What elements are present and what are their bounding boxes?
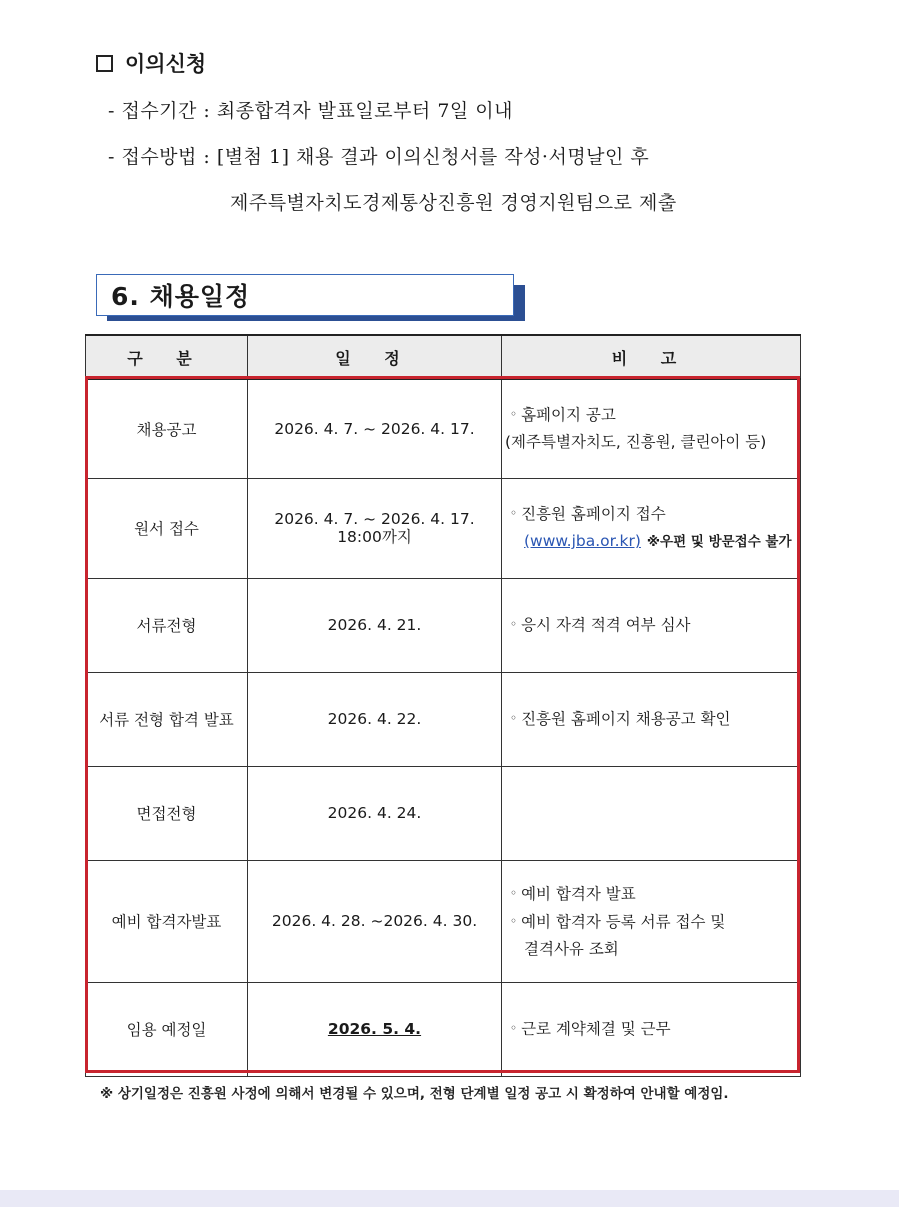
row-schedule: 2026. 4. 22. — [248, 672, 502, 766]
bullet-icon: ◦ — [510, 506, 518, 520]
header-notes: 비 고 — [502, 335, 801, 379]
objection-period-line: - 접수기간 : 최종합격자 발표일로부터 7일 이내 — [108, 100, 514, 122]
objection-method-continuation: 제주특별자치도경제통상진흥원 경영지원팀으로 제출 — [230, 192, 677, 214]
schedule-table — [85, 334, 800, 1077]
section-heading — [96, 274, 514, 316]
header-schedule: 일 정 — [248, 335, 502, 379]
bullet-icon: ◦ — [510, 885, 518, 900]
schedule-text: 2026. 4. 7. ~ 2026. 4. 17. — [274, 510, 475, 528]
note-text: 예비 합격자 등록 서류 접수 및 — [521, 912, 726, 931]
bullet-icon: ◦ — [510, 407, 518, 422]
row-category: 원서 접수 — [86, 478, 248, 578]
objection-heading — [96, 48, 206, 78]
table-row — [86, 578, 801, 672]
row-notes — [502, 578, 801, 672]
row-category: 면접전형 — [86, 766, 248, 860]
footnote: ※ 상기일정은 진흥원 사정에 의해서 변경될 수 있으며, 전형 단계별 일정 공고 시 확정하여 안내할 예정임. — [100, 1086, 729, 1102]
row-category: 임용 예정일 — [86, 982, 248, 1076]
row-notes — [502, 672, 801, 766]
row-schedule — [248, 982, 502, 1076]
homepage-link[interactable]: (www.jba.or.kr) — [524, 532, 641, 550]
table-row — [86, 766, 801, 860]
row-notes — [502, 766, 801, 860]
schedule-time: 18:00까지 — [337, 528, 412, 546]
note-text: 응시 자격 적격 여부 심사 — [521, 616, 691, 634]
row-category: 서류전형 — [86, 578, 248, 672]
table-row — [86, 860, 801, 982]
row-notes — [502, 478, 801, 578]
section-title: 6. 채용일정 — [111, 282, 251, 311]
no-mail-notice: ※우편 및 방문접수 불가 — [646, 534, 792, 550]
note-text: 예비 합격자 발표 — [521, 884, 636, 903]
objection-title: 이의신청 — [125, 51, 207, 76]
bullet-icon: ◦ — [510, 711, 518, 725]
table-header-row — [86, 335, 801, 379]
note-text: 홈페이지 공고 — [521, 406, 616, 425]
row-notes — [502, 860, 801, 982]
note-text: 진흥원 홈페이지 채용공고 확인 — [521, 710, 731, 728]
row-category: 채용공고 — [86, 379, 248, 478]
note-text: (제주특별자치도, 진흥원, 클린아이 등) — [505, 433, 767, 452]
note-text: 결격사유 조회 — [524, 939, 619, 958]
table-row — [86, 379, 801, 478]
row-notes — [502, 379, 801, 478]
appointment-date: 2026. 5. 4. — [327, 1020, 422, 1038]
note-text: 진흥원 홈페이지 접수 — [521, 505, 666, 523]
table-row — [86, 478, 801, 578]
checkbox-square-icon — [96, 55, 113, 72]
row-schedule: 2026. 4. 7. ~ 2026. 4. 17. — [248, 379, 502, 478]
row-schedule: 2026. 4. 24. — [248, 766, 502, 860]
page-bottom-band — [0, 1190, 899, 1207]
row-notes — [502, 982, 801, 1076]
row-schedule: 2026. 4. 21. — [248, 578, 502, 672]
objection-method-line: - 접수방법 : [별첨 1] 채용 결과 이의신청서를 작성·서명날인 후 — [108, 146, 650, 168]
bullet-icon: ◦ — [510, 1021, 518, 1035]
table-row — [86, 982, 801, 1076]
note-text: 근로 계약체결 및 근무 — [521, 1020, 671, 1038]
header-category: 구 분 — [86, 335, 248, 379]
bullet-icon: ◦ — [510, 913, 518, 928]
bullet-icon: ◦ — [510, 617, 518, 631]
table-row — [86, 672, 801, 766]
row-category: 예비 합격자발표 — [86, 860, 248, 982]
row-category: 서류 전형 합격 발표 — [86, 672, 248, 766]
row-schedule — [248, 478, 502, 578]
row-schedule: 2026. 4. 28. ~2026. 4. 30. — [248, 860, 502, 982]
